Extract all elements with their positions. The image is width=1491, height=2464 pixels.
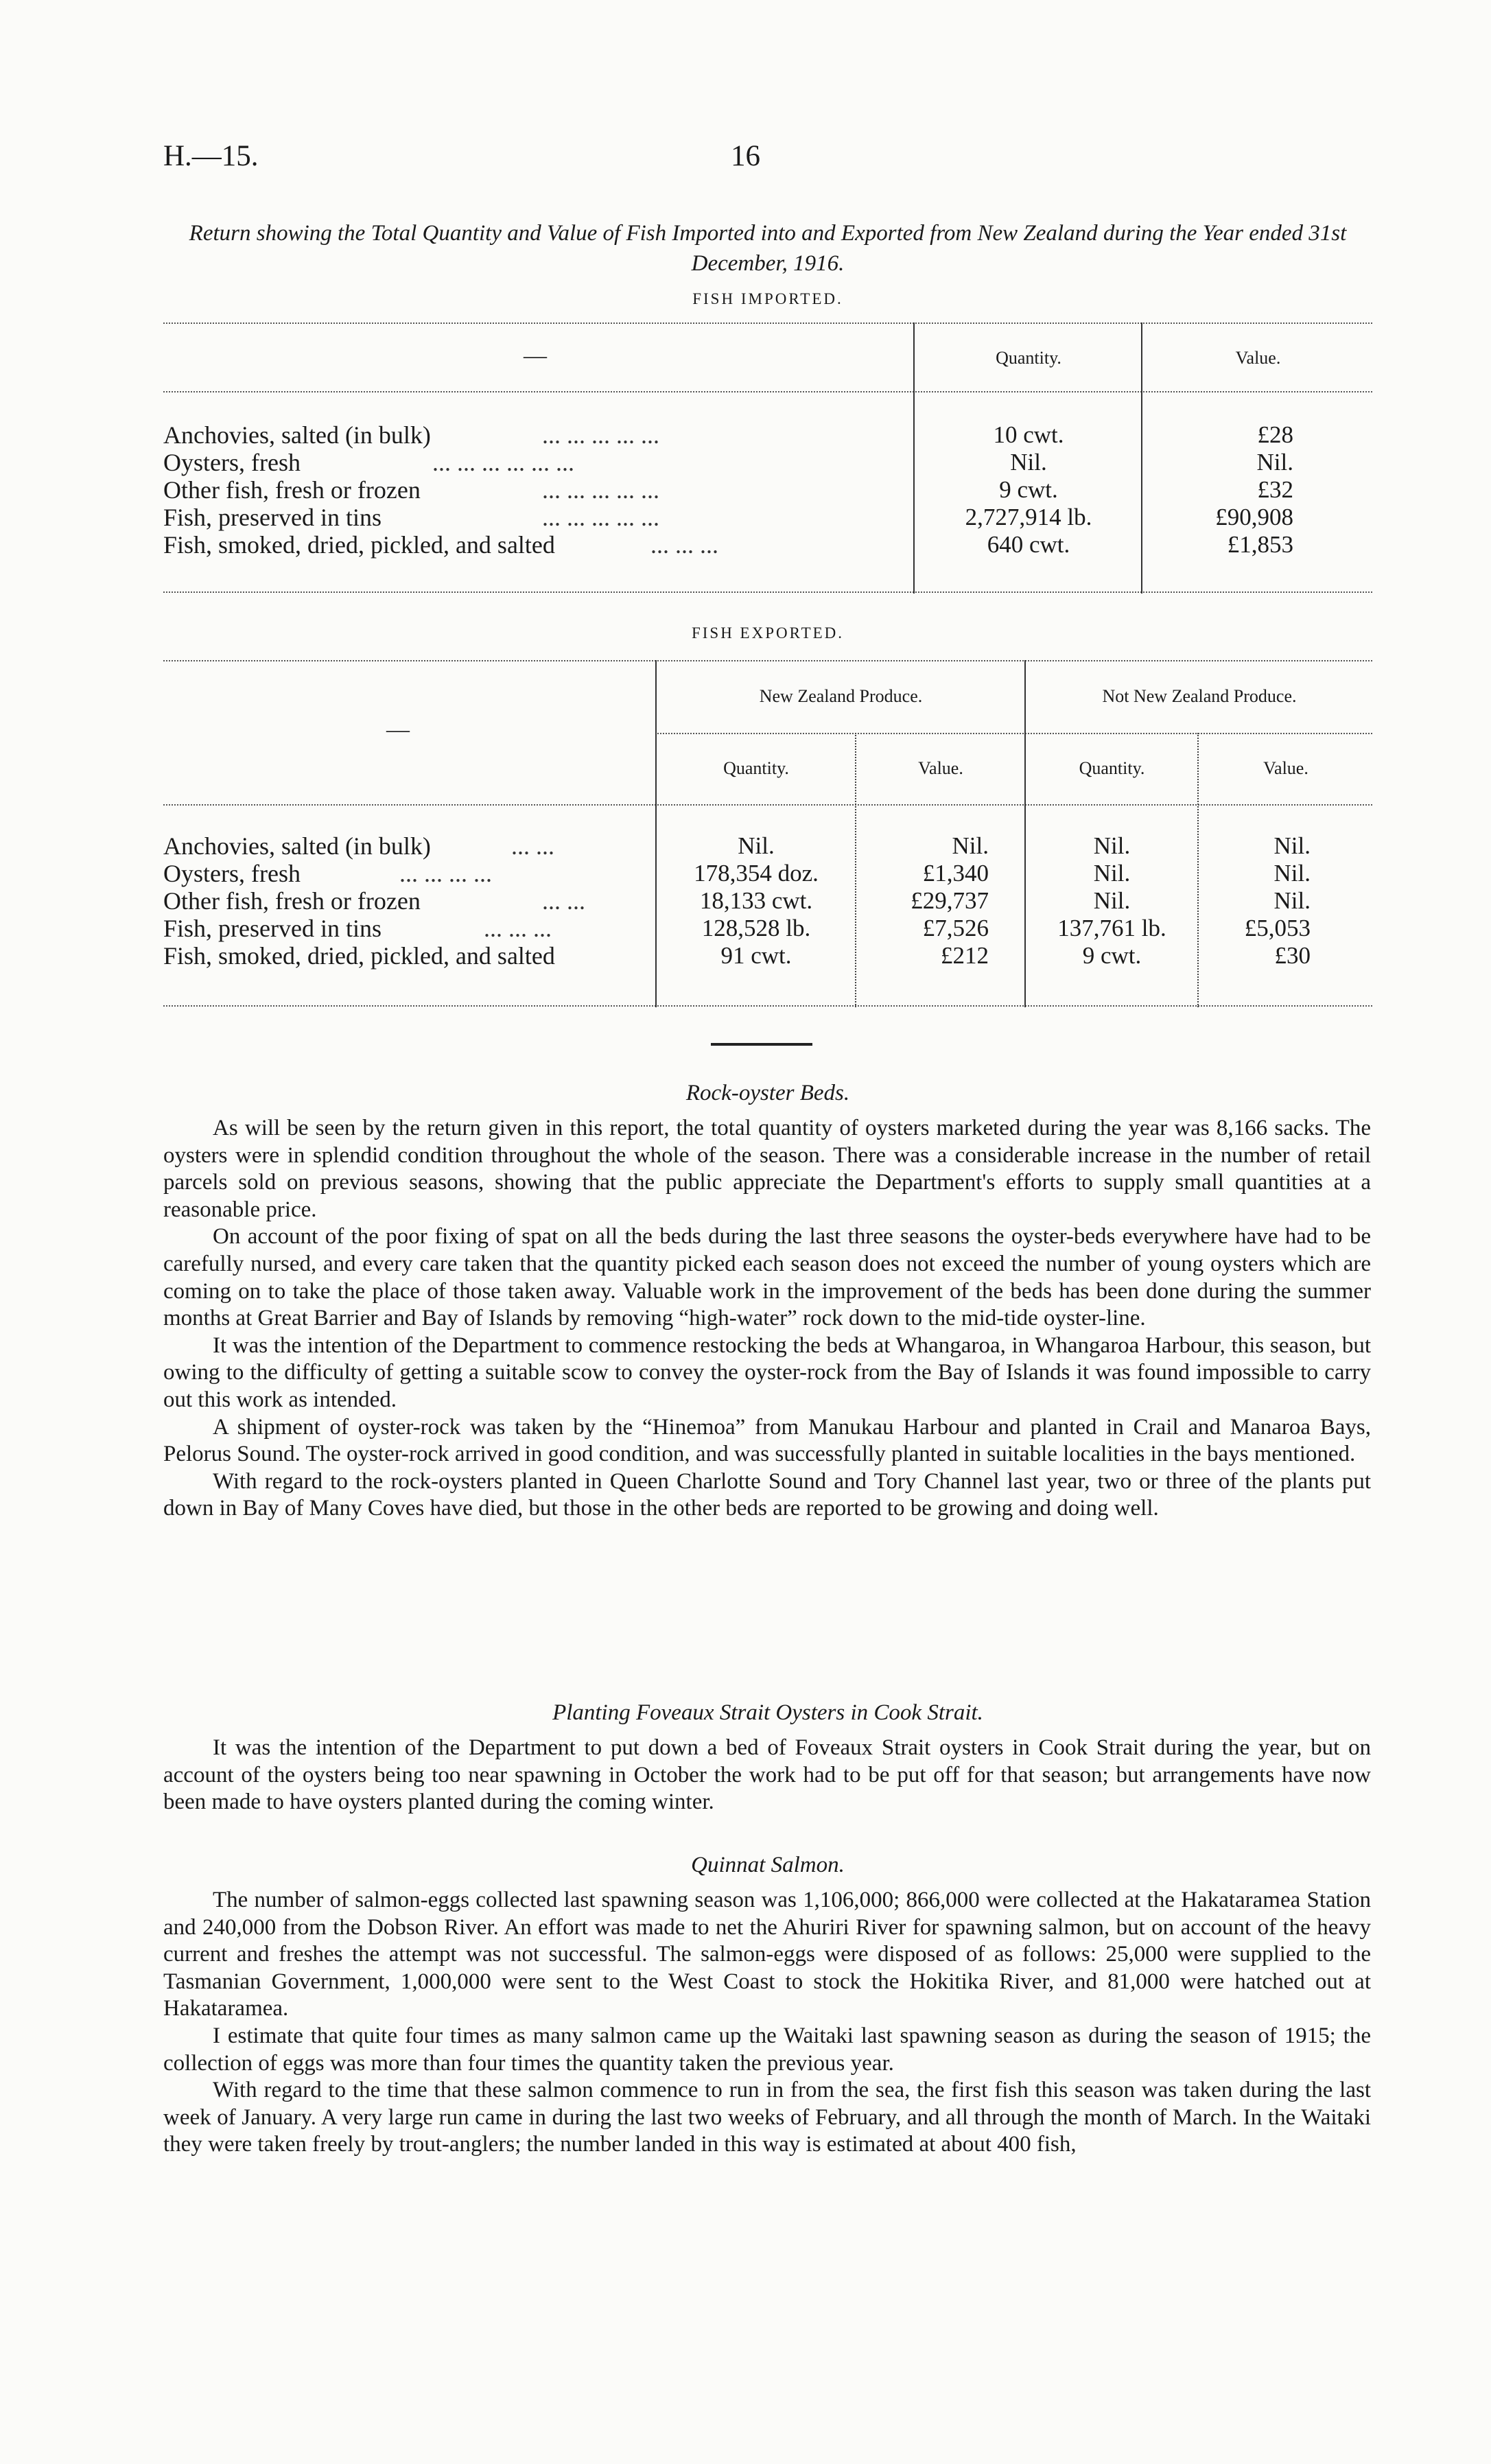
row-value: £90,908: [1215, 504, 1293, 530]
paragraph: On account of the poor fixing of spat on all the beds during the last three seasons the oyster-beds everywhere have had to be carefully nursed, and every care taken that the quantity picked each season does not exceed the number of young oysters which are coming on to take the place of those taken away. Valuable work in the improvement of the beds has been done during the summer months at Great Barrier and Bay of Islands by removing “high-water” rock down to the mid-tide oyster-line.: [163, 1224, 1371, 1331]
exported-heading: FISH EXPORTED.: [691, 624, 845, 642]
section-heading-foveaux: Planting Foveaux Strait Oysters in Cook Strait.: [552, 1700, 983, 1725]
row-other-quantity: Nil.: [1093, 832, 1131, 859]
leader-dots: ... ...: [511, 832, 554, 860]
exported-col-other-value: Value.: [1263, 758, 1308, 778]
row-nz-value: £7,526: [922, 915, 989, 941]
row-item: Fish, preserved in tins: [163, 504, 381, 531]
row-quantity: Nil.: [1010, 449, 1047, 476]
leader-dots: ... ...: [542, 887, 585, 915]
row-other-value: Nil.: [1273, 832, 1311, 859]
exported-col-nz-value: Value.: [918, 758, 963, 778]
section-heading-salmon: Quinnat Salmon.: [691, 1853, 845, 1877]
row-nz-quantity: 91 cwt.: [720, 942, 792, 969]
section-body-salmon: [163, 1887, 1371, 2159]
row-value: Nil.: [1256, 449, 1293, 476]
row-item: Fish, smoked, dried, pickled, and salted: [163, 531, 555, 559]
page-number: 16: [731, 140, 760, 172]
paragraph: I estimate that quite four times as many salmon came up the Waitaki last spawning season as during the season of 1915; the collection of eggs was more than four times the quantity taken the previous year.: [163, 2023, 1371, 2076]
row-item: Other fish, fresh or frozen: [163, 887, 421, 915]
imported-col-value: Value.: [1235, 348, 1281, 368]
leader-dots: ... ... ...: [650, 531, 718, 559]
leader-dots: ... ... ... ... ... ...: [432, 449, 574, 476]
row-other-value: £30: [1274, 942, 1311, 969]
row-quantity: 10 cwt.: [993, 421, 1064, 448]
exported-col-nz-quantity: Quantity.: [723, 758, 789, 778]
paragraph: With regard to the time that these salmon commence to run in from the sea, the first fish this season was taken during the last week of January. A very large run came in during the last two weeks of February, and all through the month of March. In the Waitaki they were taken freely by trout-anglers; the number landed in this way is estimated at about 400 fish,: [163, 2078, 1371, 2157]
row-other-quantity: 137,761 lb.: [1057, 915, 1166, 941]
paragraph: A shipment of oyster-rock was taken by the “Hinemoa” from Manukau Harbour and planted in Crail and Manaroa Bays, Pelorus Sound. The oyster-rock arrived in good condition, and was successfully planted in suitable localities in the bays mentioned.: [163, 1414, 1371, 1467]
section-body-foveaux: [163, 1735, 1371, 1816]
row-other-value: Nil.: [1273, 860, 1311, 887]
section-body-rock-oyster: [163, 1115, 1371, 1523]
leader-dots: ... ... ... ... ...: [542, 504, 659, 531]
row-item: Fish, smoked, dried, pickled, and salted: [163, 942, 555, 970]
paragraph: With regard to the rock-oysters planted in Queen Charlotte Sound and Tory Channel last year, two or three of the plants put down in Bay of Many Coves have died, but those in the other beds are reported to be growing and doing well.: [163, 1468, 1371, 1521]
leader-dots: ... ... ... ... ...: [542, 421, 659, 449]
imported-col-quantity: Quantity.: [996, 348, 1061, 368]
imported-stub-header: —: [524, 343, 547, 368]
row-quantity: 640 cwt.: [987, 531, 1070, 558]
row-value: £32: [1257, 476, 1293, 503]
row-nz-quantity: Nil.: [738, 832, 775, 859]
row-value: £28: [1257, 421, 1293, 448]
row-nz-value: Nil.: [952, 832, 989, 859]
exported-group-not-nz: Not New Zealand Produce.: [1102, 686, 1297, 706]
row-item: Fish, preserved in tins: [163, 915, 381, 942]
row-quantity: 9 cwt.: [999, 476, 1058, 503]
leader-dots: ... ... ... ... ...: [542, 476, 659, 504]
row-item: Anchovies, salted (in bulk): [163, 421, 431, 449]
page-title: Return showing the Total Quantity and Value of Fish Imported into and Exported from New Zealand during the Year ended 31st December, 1916.: [189, 221, 1347, 276]
row-nz-value: £29,737: [911, 887, 989, 914]
row-nz-quantity: 128,528 lb.: [701, 915, 811, 941]
row-nz-value: £1,340: [922, 860, 989, 887]
exported-col-other-quantity: Quantity.: [1079, 758, 1145, 778]
imported-heading: FISH IMPORTED.: [692, 290, 843, 307]
paragraph: As will be seen by the return given in this report, the total quantity of oysters marketed during the year was 8,166 sacks. The oysters were in splendid condition throughout the whole of the season. There was a considerable increase in the number of retail parcels sold on previous seasons, showing that the public appreciate the Department's efforts to supply small quantities at a reasonable price.: [163, 1116, 1371, 1222]
document-reference: H.—15.: [163, 140, 259, 172]
row-value: £1,853: [1227, 531, 1293, 558]
paragraph: It was the intention of the Department to commence restocking the beds at Whangaroa, in Whangaroa Harbour, this season, but owing to the difficulty of getting a suitable scow to convey the oyster-rock from the Bay of Islands it was found impossible to carry out this work as intended.: [163, 1333, 1371, 1412]
row-item: Anchovies, salted (in bulk): [163, 832, 431, 860]
exported-group-nz: New Zealand Produce.: [759, 686, 923, 706]
row-item: Other fish, fresh or frozen: [163, 476, 421, 504]
section-heading-rock-oyster: Rock-oyster Beds.: [685, 1081, 850, 1105]
section-divider: [711, 1043, 812, 1046]
paragraph: It was the intention of the Department to put down a bed of Foveaux Strait oysters in Cook Strait during the year, but on account of the oysters being too near spawning in October the work had to be put off for that season; but arrangements have now been made to have oysters planted during the coming winter.: [163, 1735, 1371, 1815]
row-other-quantity: 9 cwt.: [1082, 942, 1142, 969]
row-nz-quantity: 178,354 doz.: [694, 860, 819, 887]
paragraph: The number of salmon-eggs collected last spawning season was 1,106,000; 866,000 were collected at the Hakataramea Station and 240,000 from the Dobson River. An effort was made to net the Ahuriri River for spawning salmon, but on account of the heavy current and freshes the attempt was not successful. The salmon-eggs were disposed of as follows: 25,000 were supplied to the Tasmanian Government, 1,000,000 were sent to the West Coast to stock the Hokitika River, and 81,000 were hatched out at Hakataramea.: [163, 1888, 1371, 2021]
leader-dots: ... ... ...: [484, 915, 552, 942]
leader-dots: ... ... ... ...: [399, 860, 492, 887]
row-other-quantity: Nil.: [1093, 860, 1131, 887]
row-nz-quantity: 18,133 cwt.: [699, 887, 813, 914]
row-other-value: £5,053: [1244, 915, 1311, 941]
row-nz-value: £212: [941, 942, 989, 969]
row-quantity: 2,727,914 lb.: [965, 504, 1092, 530]
exported-stub-header: —: [386, 717, 410, 742]
row-item: Oysters, fresh: [163, 449, 301, 476]
row-other-quantity: Nil.: [1093, 887, 1131, 914]
row-item: Oysters, fresh: [163, 860, 301, 887]
row-other-value: Nil.: [1273, 887, 1311, 914]
